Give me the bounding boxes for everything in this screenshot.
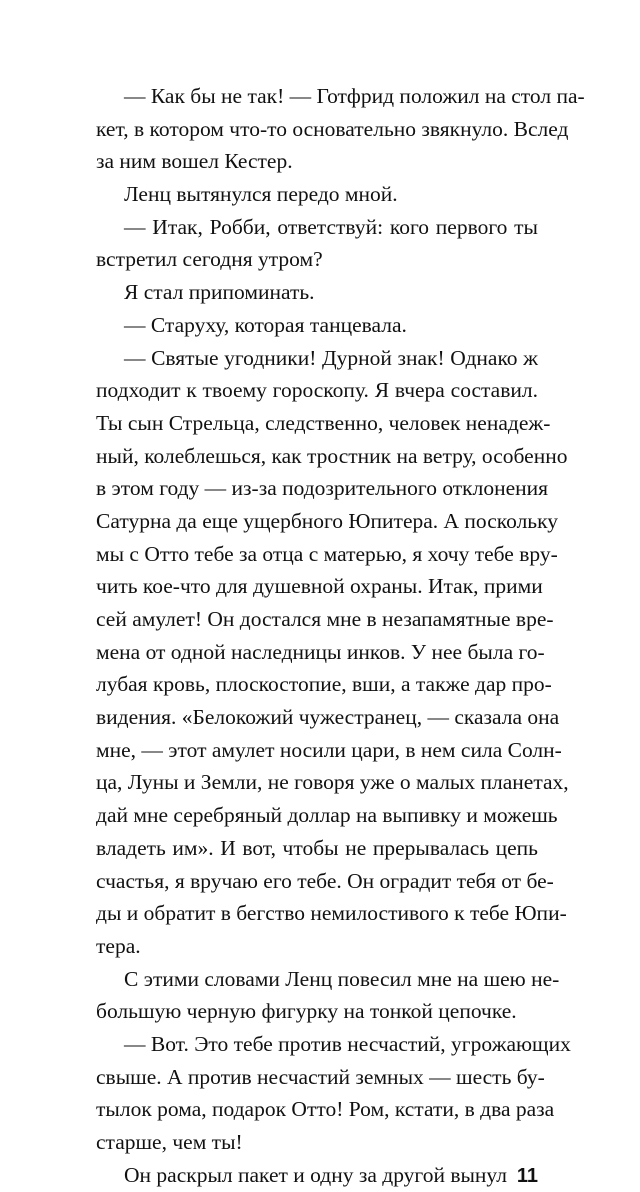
text-line: свыше. А против несчастий земных — шесть бу- (96, 1064, 545, 1089)
text-line: С этими словами Ленц повесил мне на шею не- (124, 966, 560, 991)
text-line: — Святые угодники! Дурной знак! Однако ж (124, 345, 538, 370)
text-line: — Итак, Робби, ответствуй: кого первого ты (124, 214, 538, 239)
text-line: Сатурна да еще ущербного Юпитера. А поскольку (96, 508, 559, 533)
text-line: Я стал припоминать. (124, 280, 315, 305)
text-line: Он раскрыл пакет и одну за другой вынул (124, 1162, 507, 1187)
last-line-row (96, 1159, 538, 1192)
text-line: мена от одной наследницы инков. У нее была го- (96, 639, 545, 664)
text-line: — Как бы не так! — Готфрид положил на стол па- (124, 84, 585, 108)
text-line: встретил сегодня утром? (96, 247, 323, 272)
text-line: лубая кровь, плоскостопие, вши, а также дар про- (96, 672, 552, 697)
text-line: старше, чем ты! (96, 1130, 243, 1154)
book-page (96, 80, 585, 1191)
text-line: мы с Отто тебе за отца с матерью, я хочу тебе вру- (96, 541, 558, 566)
page-number: 11 (516, 1164, 538, 1187)
text-line: мне, — этот амулет носили цари, в нем сила Солн- (96, 737, 562, 762)
text-line: ный, колеблешься, как тростник на ветру, особенно (96, 443, 568, 468)
text-line: владеть им». И вот, чтобы не прерывалась цепь (96, 835, 538, 860)
text-line: видения. «Белокожий чужестранец, — сказала она (96, 705, 560, 730)
body-text (96, 80, 585, 1159)
text-line: кет, в котором что-то основательно звякнуло. Вслед (96, 116, 569, 141)
text-line: счастья, я вручаю его тебе. Он оградит тебя от бе- (96, 868, 554, 893)
text-line: сей амулет! Он достался мне в незапамятные вре- (96, 607, 554, 631)
text-line: — Старуху, которая танцевала. (124, 312, 407, 337)
text-line: тылок рома, подарок Отто! Ром, кстати, в два раза (96, 1097, 555, 1122)
text-line: тера. (96, 933, 141, 958)
text-line: ца, Луны и Земли, не говоря уже о малых планетах, (96, 770, 569, 795)
text-line: большую черную фигурку на тонкой цепочке. (96, 999, 517, 1024)
text-line: дай мне серебряный доллар на выпивку и можешь (96, 803, 558, 828)
text-line: Ты сын Стрельца, следственно, человек ненадеж- (96, 410, 551, 435)
text-line: ды и обратит в бегство немилостивого к тебе Юпи- (96, 901, 567, 926)
text-line: в этом году — из-за подозрительного отклонения (96, 476, 549, 501)
text-line: чить кое-что для душевной охраны. Итак, прими (96, 574, 543, 599)
text-line: за ним вошел Кестер. (96, 149, 293, 174)
text-line: подходит к твоему гороскопу. Я вчера составил. (96, 378, 538, 403)
text-line: Ленц вытянулся передо мной. (124, 182, 398, 207)
text-line: — Вот. Это тебе против несчастий, угрожающих (124, 1031, 571, 1056)
